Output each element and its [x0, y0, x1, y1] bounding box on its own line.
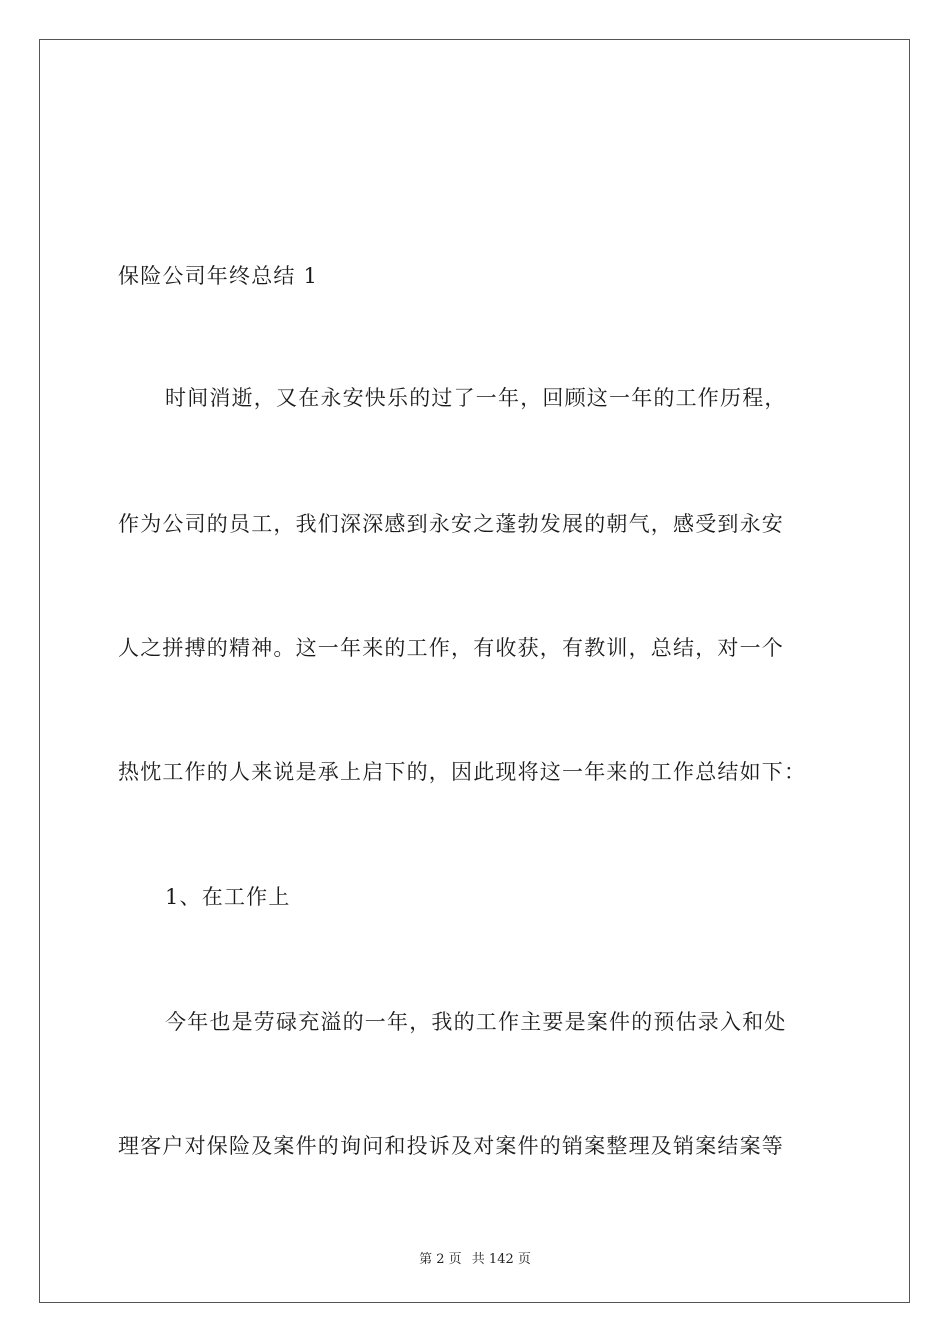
paragraph-line-2: 作为公司的员工，我们深深感到永安之蓬勃发展的朝气，感受到永安 [118, 512, 784, 536]
paragraph-line-5: 今年也是劳碌充溢的一年，我的工作主要是案件的预估录入和处 [165, 1010, 787, 1034]
page-footer [0, 1248, 950, 1267]
paragraph-line-3: 人之拼搏的精神。这一年来的工作，有收获，有教训，总结，对一个 [118, 636, 784, 660]
total-pages: 共 142 页 [471, 1252, 531, 1267]
paragraph-line-1: 时间消逝，又在永安快乐的过了一年，回顾这一年的工作历程， [165, 386, 787, 410]
page-number: 第 2 页 [419, 1252, 462, 1267]
document-title: 保险公司年终总结 1 [118, 264, 319, 288]
section-heading: 1、在工作上 [165, 885, 291, 909]
paragraph-line-6: 理客户对保险及案件的询问和投诉及对案件的销案整理及销案结案等 [118, 1134, 784, 1158]
paragraph-line-4: 热忱工作的人来说是承上启下的，因此现将这一年来的工作总结如下： [118, 760, 807, 784]
page-border [39, 39, 910, 1303]
